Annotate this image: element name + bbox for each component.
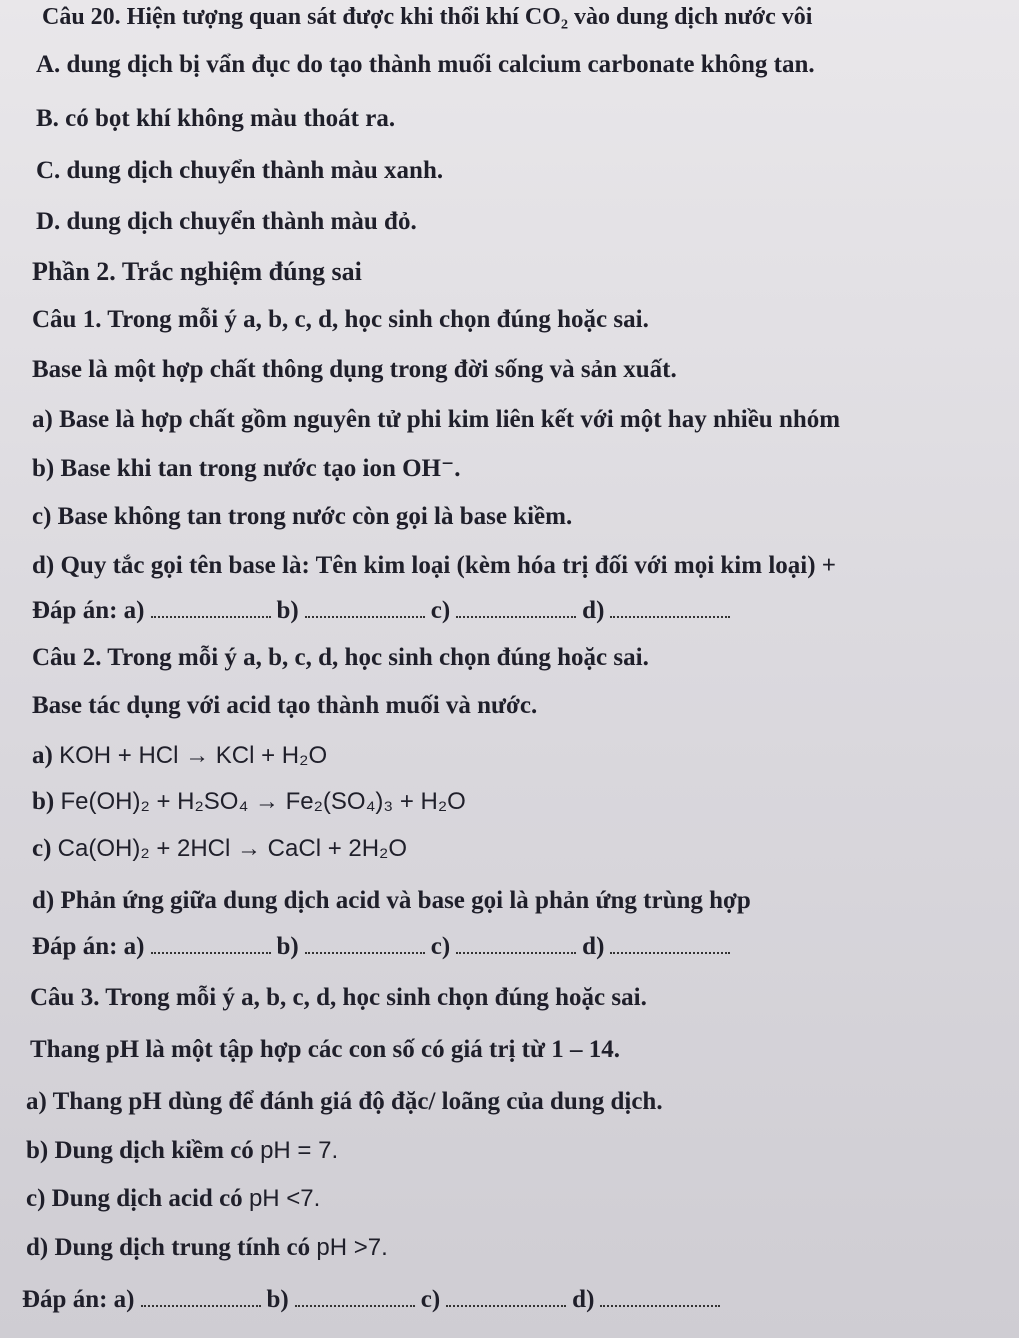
answer-prefix: Đáp án: a)	[22, 1286, 135, 1313]
answer-label-c: c)	[420, 1286, 441, 1313]
part2-heading: Phần 2. Trắc nghiệm đúng sai	[32, 257, 362, 286]
answer-blank-b[interactable]	[295, 1287, 415, 1307]
q20-option-b: B. có bọt khí không màu thoát ra.	[36, 105, 396, 132]
q3-answer-row	[22, 1285, 726, 1315]
q2-statement-c	[32, 834, 407, 864]
answer-blank-a[interactable]	[151, 598, 271, 618]
answer-blank-b[interactable]	[305, 598, 425, 618]
q2-statement-b	[32, 787, 466, 817]
q2-b-equation: Fe(OH)₂ + H₂SO₄ → Fe₂(SO₄)₃ + H₂O	[60, 788, 466, 815]
q1-statement-a: a) Base là hợp chất gồm nguyên tử phi kim liên kết với một hay nhiều nhóm	[32, 406, 841, 433]
q3-c-math: pH <7.	[248, 1185, 321, 1212]
q1-answer-row	[32, 596, 736, 626]
q3-title: Câu 3. Trong mỗi ý a, b, c, d, học sinh chọn đúng hoặc sai.	[30, 984, 647, 1011]
q20-option-d: D. dung dịch chuyển thành màu đỏ.	[36, 208, 417, 235]
q2-answer-row	[32, 932, 736, 962]
q20-option-a: A. dung dịch bị vẩn đục do tạo thành muối calcium carbonate không tan.	[36, 51, 815, 78]
q3-statement-d	[26, 1233, 388, 1263]
q1-intro: Base là một hợp chất thông dụng trong đời sống và sản xuất.	[32, 356, 677, 383]
q1-title: Câu 1. Trong mỗi ý a, b, c, d, học sinh chọn đúng hoặc sai.	[32, 306, 649, 333]
q2-statement-d: d) Phản ứng giữa dung dịch acid và base gọi là phản ứng trùng hợp	[32, 887, 751, 914]
q2-a-label: a)	[32, 742, 53, 769]
answer-blank-c[interactable]	[456, 598, 576, 618]
answer-label-b: b)	[276, 597, 299, 624]
answer-blank-c[interactable]	[446, 1287, 566, 1307]
q3-d-text: d) Dung dịch trung tính có	[26, 1234, 311, 1261]
answer-label-b: b)	[276, 933, 299, 960]
answer-blank-d[interactable]	[610, 598, 730, 618]
q3-statement-b	[26, 1136, 338, 1166]
answer-label-d: d)	[582, 597, 605, 624]
q2-b-label: b)	[32, 788, 55, 815]
answer-blank-a[interactable]	[151, 934, 271, 954]
answer-label-d: d)	[572, 1286, 595, 1313]
q2-a-equation: KOH + HCl → KCl + H₂O	[59, 742, 328, 769]
answer-label-c: c)	[430, 597, 451, 624]
q1-statement-c: c) Base không tan trong nước còn gọi là base kiềm.	[32, 503, 573, 530]
answer-label-b: b)	[266, 1286, 289, 1313]
q2-intro: Base tác dụng với acid tạo thành muối và nước.	[32, 692, 538, 719]
q3-b-text: b) Dung dịch kiềm có	[26, 1137, 254, 1164]
answer-prefix: Đáp án: a)	[32, 933, 145, 960]
q2-statement-a	[32, 741, 327, 771]
q2-c-equation: Ca(OH)₂ + 2HCl → CaCl + 2H₂O	[57, 835, 408, 862]
q2-c-label: c)	[32, 835, 52, 862]
q3-b-math: pH = 7.	[260, 1137, 339, 1164]
answer-prefix: Đáp án: a)	[32, 597, 145, 624]
answer-label-c: c)	[430, 933, 451, 960]
q3-statement-a: a) Thang pH dùng để đánh giá độ đặc/ loãng của dung dịch.	[26, 1088, 663, 1115]
answer-blank-a[interactable]	[141, 1287, 261, 1307]
answer-blank-d[interactable]	[600, 1287, 720, 1307]
q1-statement-d: d) Quy tắc gọi tên base là: Tên kim loại (kèm hóa trị đối với mọi kim loại) +	[32, 552, 837, 579]
q3-d-math: pH >7.	[316, 1234, 388, 1261]
answer-blank-c[interactable]	[456, 934, 576, 954]
answer-blank-b[interactable]	[305, 934, 425, 954]
q3-c-text: c) Dung dịch acid có	[26, 1185, 243, 1212]
q20-option-c: C. dung dịch chuyển thành màu xanh.	[36, 157, 444, 184]
q3-statement-c	[26, 1184, 320, 1214]
q1-statement-b: b) Base khi tan trong nước tạo ion OH⁻.	[32, 455, 461, 482]
answer-label-d: d)	[582, 933, 605, 960]
q3-intro: Thang pH là một tập hợp các con số có giá trị từ 1 – 14.	[30, 1036, 620, 1063]
q2-title: Câu 2. Trong mỗi ý a, b, c, d, học sinh chọn đúng hoặc sai.	[32, 644, 649, 671]
q20-title: Câu 20. Hiện tượng quan sát được khi thổi khí CO₂ vào dung dịch nước vôi	[42, 4, 813, 30]
answer-blank-d[interactable]	[610, 934, 730, 954]
